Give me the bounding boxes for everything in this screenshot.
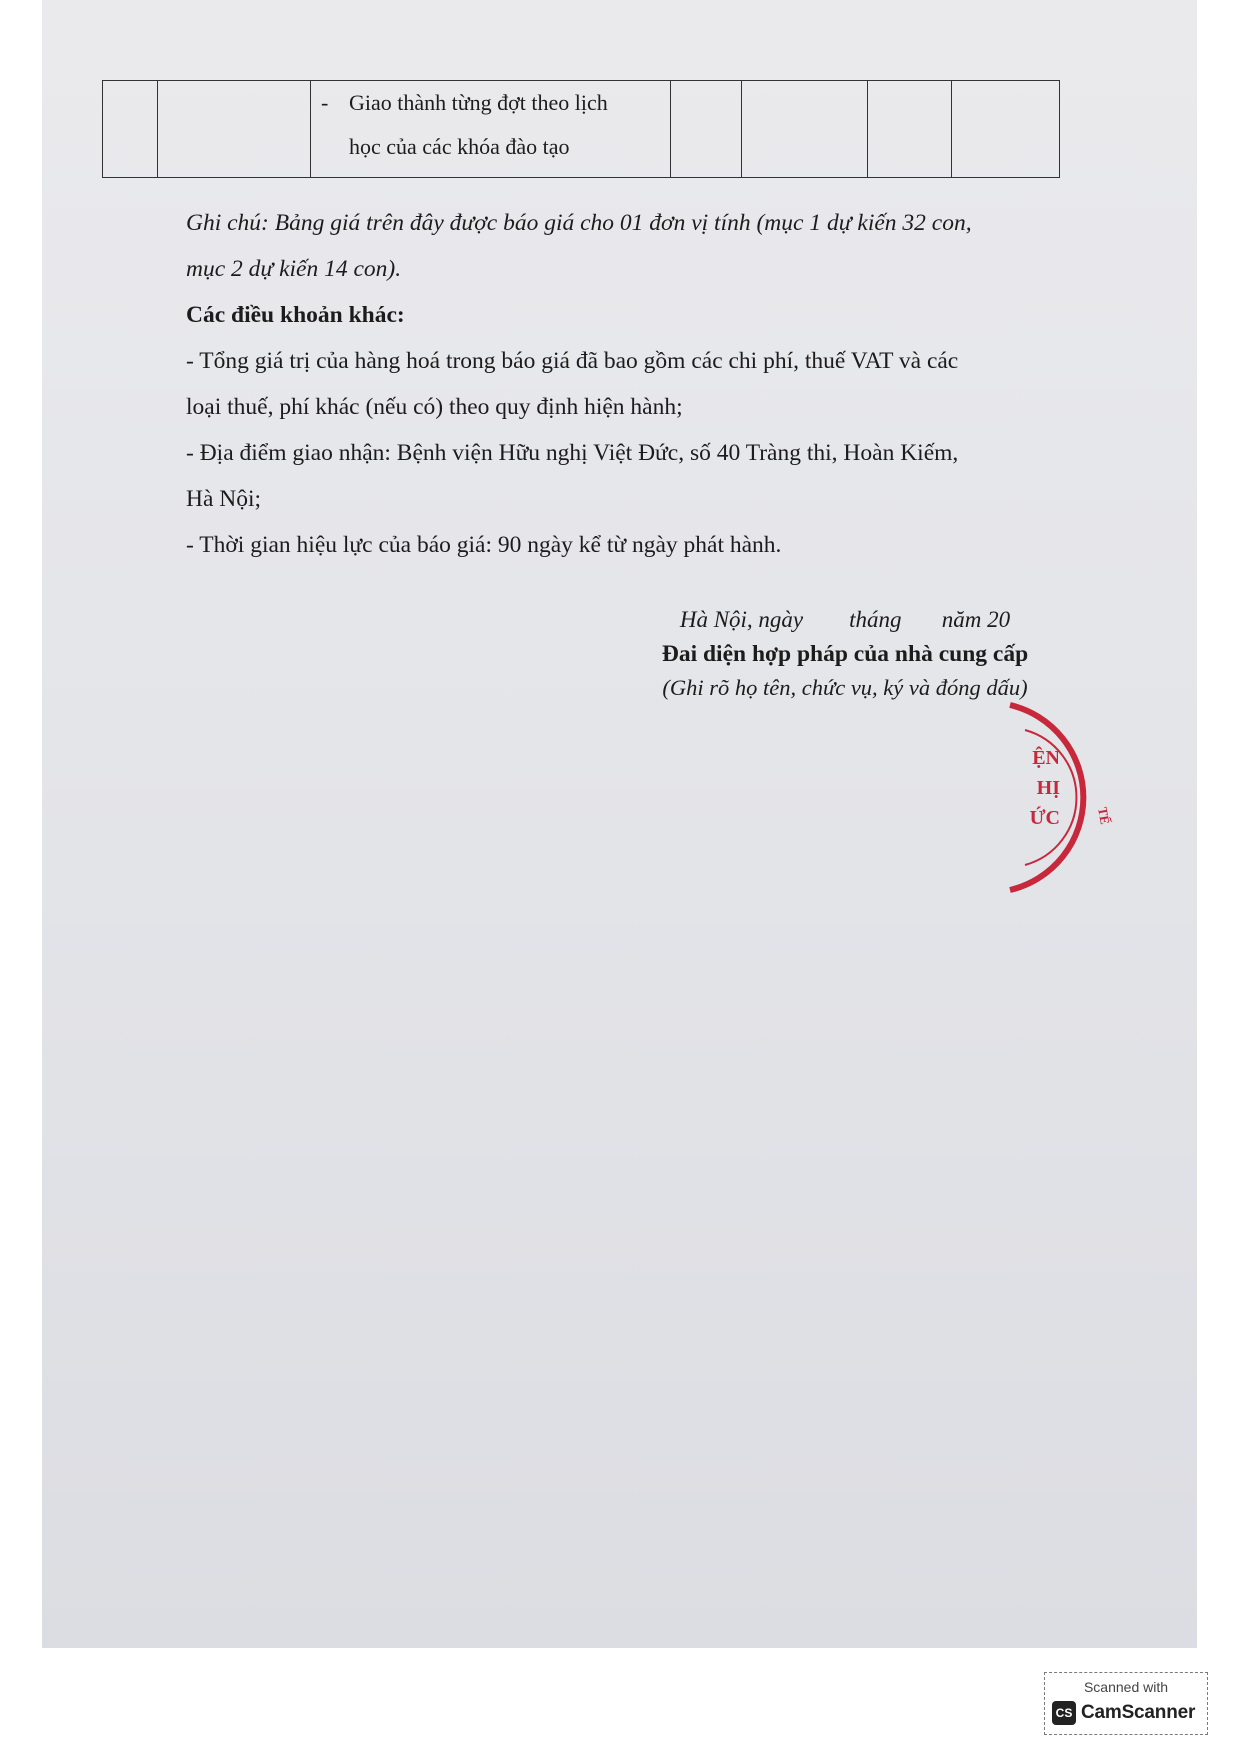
table-cell-description [311, 81, 671, 178]
stamp-text-1: ỆN [1032, 747, 1060, 769]
note-line-1: Ghi chú: Bảng giá trên đây được báo giá cho 01 đơn vị tính (mục 1 dự kiến 32 con, [186, 210, 972, 236]
description-line-1: Giao thành từng đợt theo lịch [349, 90, 608, 115]
stamp-text-2: HỊ [1036, 777, 1060, 799]
other-terms-heading: Các điều khoản khác: [186, 302, 405, 328]
terms-line-5: - Thời gian hiệu lực của báo giá: 90 ngày kể từ ngày phát hành. [186, 532, 782, 558]
terms-line-3: - Địa điểm giao nhận: Bệnh viện Hữu nghị Việt Đức, số 40 Tràng thi, Hoàn Kiếm, [186, 440, 959, 466]
stamp-text-3: ỨC [1029, 807, 1060, 829]
description-line-2: học của các khóa đào tạo [349, 134, 570, 159]
red-seal-stamp [990, 700, 1140, 900]
badge-top-text: Scanned with [1083, 1679, 1169, 1695]
signature-note: (Ghi rõ họ tên, chức vụ, ký và đóng dấu) [662, 675, 1028, 700]
note-line-2: mục 2 dự kiến 14 con). [186, 256, 402, 282]
stamp-side-text: TẾ [1095, 805, 1113, 826]
table-cell-stt [103, 81, 158, 178]
bullet-dash: - [321, 90, 329, 115]
terms-line-1: - Tổng giá trị của hàng hoá trong báo giá đã bao gồm các chi phí, thuế VAT và các [186, 348, 959, 374]
terms-line-4: Hà Nội; [186, 486, 262, 512]
badge-name: CamScanner [1081, 1702, 1196, 1723]
signature-date-line: Hà Nội, ngày tháng năm 20 [679, 607, 1011, 632]
table-cell-price [868, 81, 952, 178]
table-row [103, 81, 1060, 178]
signature-title: Đai diện hợp pháp của nhà cung cấp [661, 641, 1029, 667]
terms-line-2: loại thuế, phí khác (nếu có) theo quy định hiện hành; [186, 394, 683, 420]
table-cell-name [158, 81, 311, 178]
signature-block [560, 603, 1130, 705]
camscanner-logo-icon: CS [1052, 1701, 1076, 1725]
table-cell-quantity [742, 81, 868, 178]
table-cell-unit [671, 81, 742, 178]
camscanner-badge [1044, 1672, 1208, 1735]
quote-table-fragment [102, 80, 1060, 178]
table-cell-total [952, 81, 1060, 178]
